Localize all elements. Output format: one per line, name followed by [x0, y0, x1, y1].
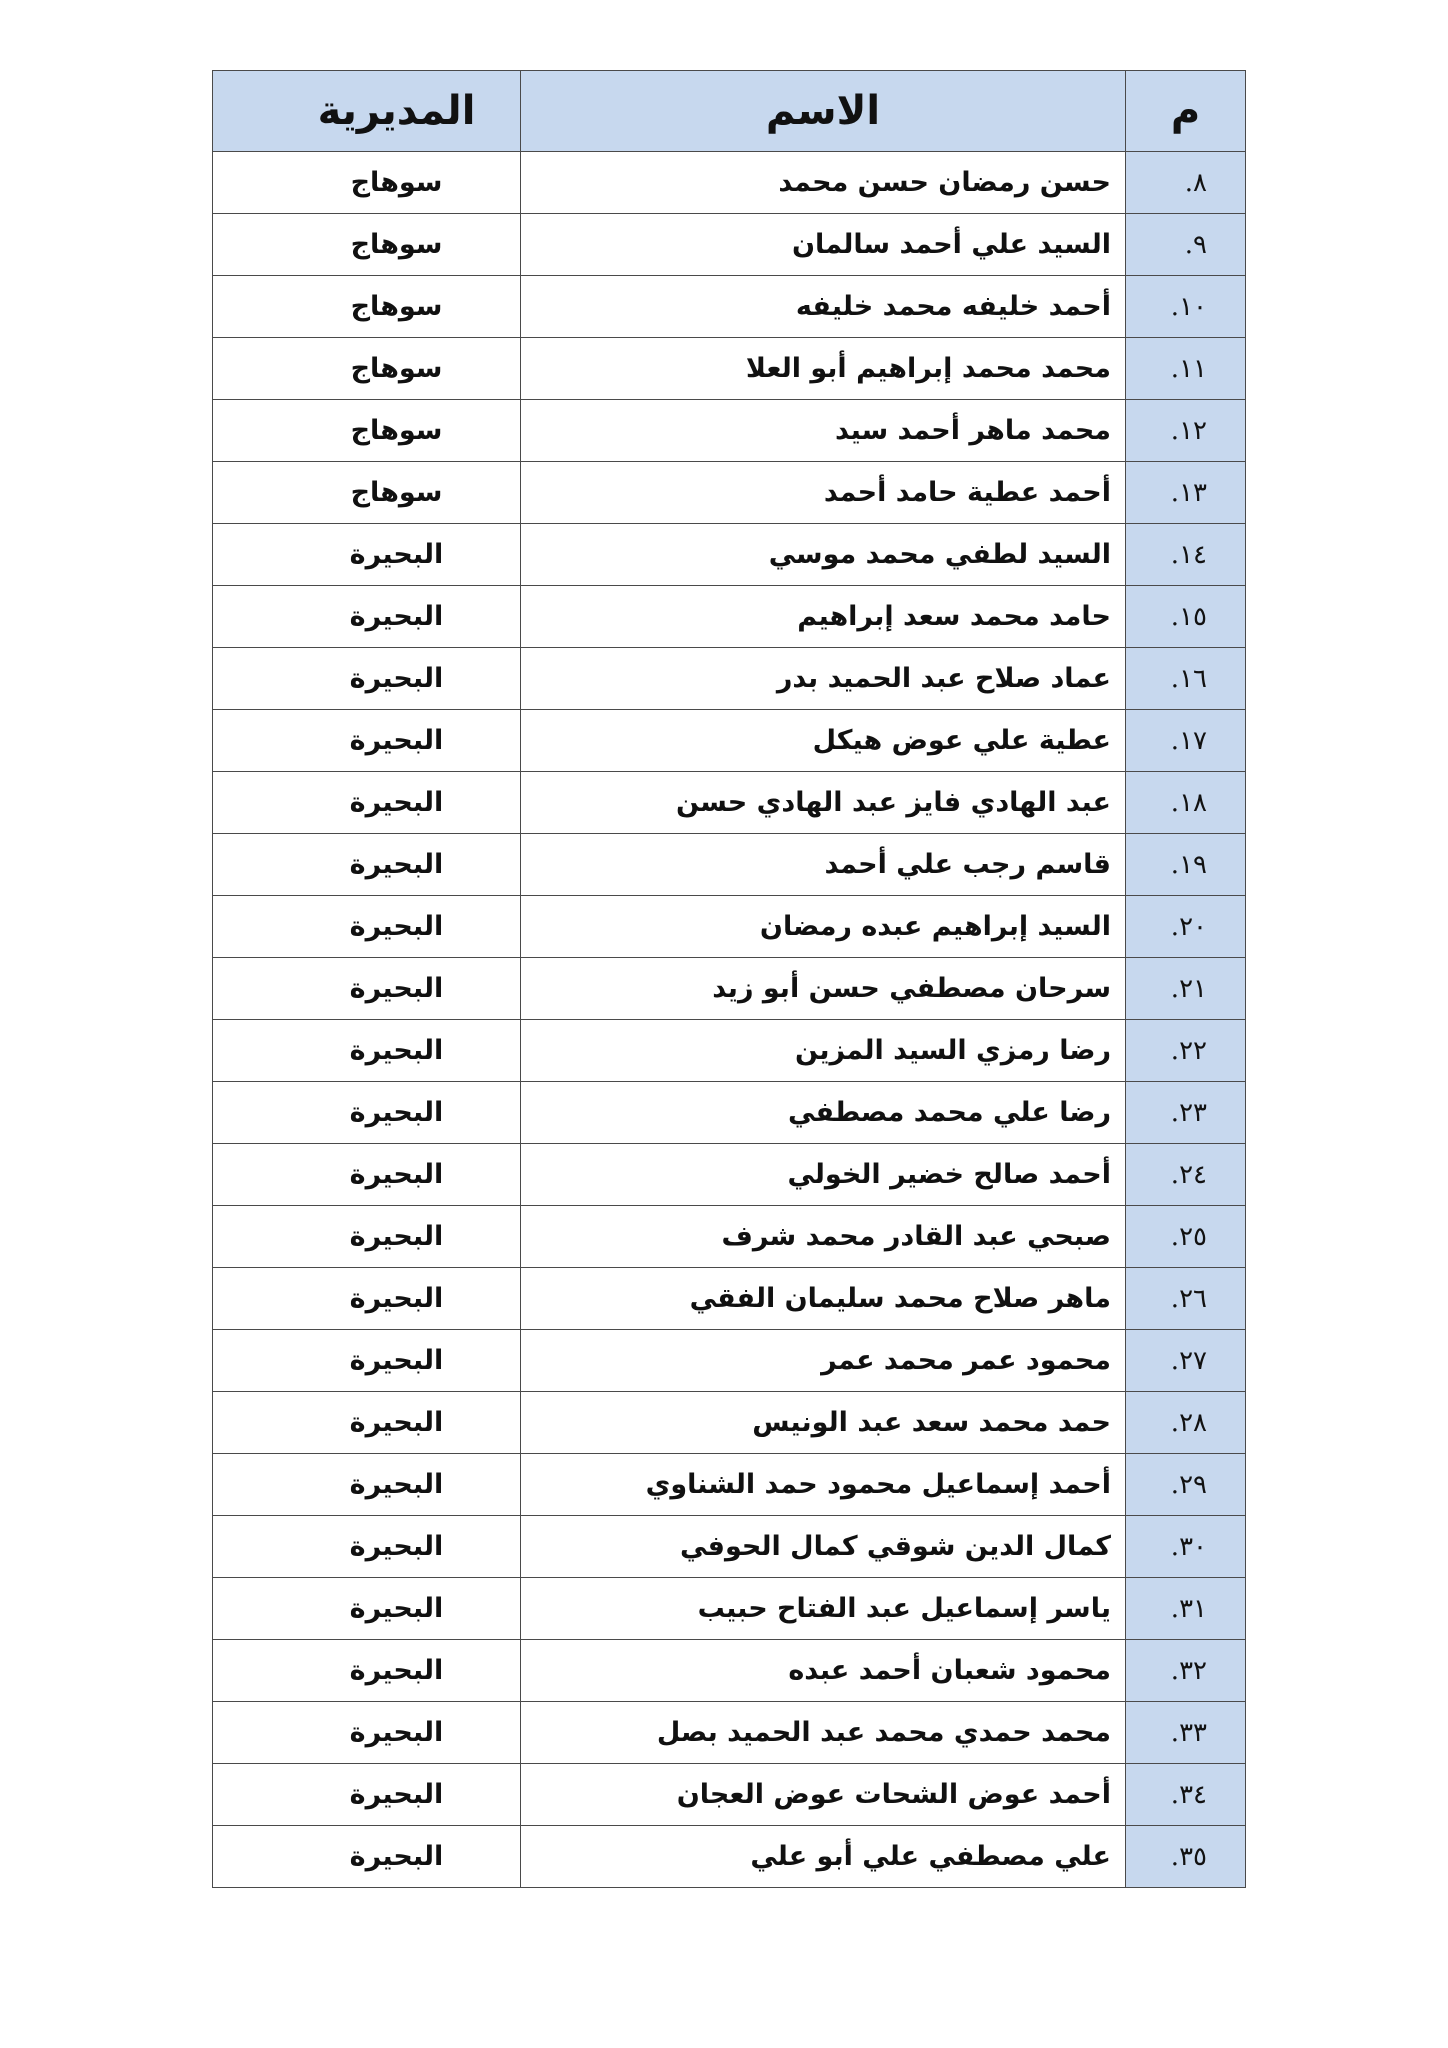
- row-directorate: البحيرة: [213, 1702, 521, 1764]
- row-name: أحمد إسماعيل محمود حمد الشناوي: [521, 1454, 1126, 1516]
- row-number: ٣٠.: [1126, 1516, 1246, 1578]
- row-name: محمود عمر محمد عمر: [521, 1330, 1126, 1392]
- table-row: [213, 896, 1246, 958]
- table-row: [213, 1268, 1246, 1330]
- row-name: عماد صلاح عبد الحميد بدر: [521, 648, 1126, 710]
- row-directorate: البحيرة: [213, 710, 521, 772]
- row-number: ٢٥.: [1126, 1206, 1246, 1268]
- row-directorate: البحيرة: [213, 1392, 521, 1454]
- row-number: ٢١.: [1126, 958, 1246, 1020]
- table-row: [213, 1578, 1246, 1640]
- table-row: [213, 1640, 1246, 1702]
- row-number: ٣٣.: [1126, 1702, 1246, 1764]
- header-directorate: المديرية: [213, 71, 521, 152]
- table-row: [213, 276, 1246, 338]
- row-number: ٢٩.: [1126, 1454, 1246, 1516]
- row-directorate: البحيرة: [213, 1330, 521, 1392]
- table-row: [213, 1330, 1246, 1392]
- table-row: [213, 1206, 1246, 1268]
- table-row: [213, 710, 1246, 772]
- row-number: ١٢.: [1126, 400, 1246, 462]
- row-name: حامد محمد سعد إبراهيم: [521, 586, 1126, 648]
- row-number: ٣٢.: [1126, 1640, 1246, 1702]
- row-name: أحمد خليفه محمد خليفه: [521, 276, 1126, 338]
- row-name: سرحان مصطفي حسن أبو زيد: [521, 958, 1126, 1020]
- table-row: [213, 152, 1246, 214]
- row-directorate: سوهاج: [213, 152, 521, 214]
- row-name: عبد الهادي فايز عبد الهادي حسن: [521, 772, 1126, 834]
- row-name: قاسم رجب علي أحمد: [521, 834, 1126, 896]
- table-row: [213, 338, 1246, 400]
- row-name: علي مصطفي علي أبو علي: [521, 1826, 1126, 1888]
- table-row: [213, 1702, 1246, 1764]
- row-directorate: البحيرة: [213, 896, 521, 958]
- row-name: رضا رمزي السيد المزين: [521, 1020, 1126, 1082]
- row-number: ٢٣.: [1126, 1082, 1246, 1144]
- row-number: ١٠.: [1126, 276, 1246, 338]
- table-row: [213, 1826, 1246, 1888]
- row-name: أحمد صالح خضير الخولي: [521, 1144, 1126, 1206]
- row-directorate: سوهاج: [213, 338, 521, 400]
- table-header: [213, 71, 1246, 152]
- names-table: [212, 70, 1246, 1888]
- table-row: [213, 834, 1246, 896]
- header-row: [213, 71, 1246, 152]
- row-number: ٢٠.: [1126, 896, 1246, 958]
- row-directorate: البحيرة: [213, 1640, 521, 1702]
- row-number: ٨.: [1126, 152, 1246, 214]
- row-directorate: سوهاج: [213, 214, 521, 276]
- row-name: رضا علي محمد مصطفي: [521, 1082, 1126, 1144]
- row-name: حمد محمد سعد عبد الونيس: [521, 1392, 1126, 1454]
- row-name: أحمد عطية حامد أحمد: [521, 462, 1126, 524]
- header-number: م: [1126, 71, 1246, 152]
- row-number: ١٥.: [1126, 586, 1246, 648]
- row-number: ١٣.: [1126, 462, 1246, 524]
- table-row: [213, 1082, 1246, 1144]
- row-directorate: البحيرة: [213, 1826, 521, 1888]
- table-row: [213, 648, 1246, 710]
- table-row: [213, 1392, 1246, 1454]
- row-directorate: البحيرة: [213, 1144, 521, 1206]
- row-number: ٢٦.: [1126, 1268, 1246, 1330]
- row-directorate: البحيرة: [213, 524, 521, 586]
- row-number: ١١.: [1126, 338, 1246, 400]
- row-number: ١٤.: [1126, 524, 1246, 586]
- row-directorate: البحيرة: [213, 1764, 521, 1826]
- row-name: ماهر صلاح محمد سليمان الفقي: [521, 1268, 1126, 1330]
- row-number: ١٩.: [1126, 834, 1246, 896]
- row-name: صبحي عبد القادر محمد شرف: [521, 1206, 1126, 1268]
- table-row: [213, 214, 1246, 276]
- row-directorate: البحيرة: [213, 586, 521, 648]
- header-name: الاسم: [521, 71, 1126, 152]
- row-number: ٩.: [1126, 214, 1246, 276]
- table-row: [213, 1454, 1246, 1516]
- row-name: كمال الدين شوقي كمال الحوفي: [521, 1516, 1126, 1578]
- table-row: [213, 586, 1246, 648]
- row-directorate: البحيرة: [213, 1454, 521, 1516]
- row-number: ٣٤.: [1126, 1764, 1246, 1826]
- row-name: السيد إبراهيم عبده رمضان: [521, 896, 1126, 958]
- row-number: ٢٧.: [1126, 1330, 1246, 1392]
- table-row: [213, 1020, 1246, 1082]
- row-number: ١٦.: [1126, 648, 1246, 710]
- row-number: ٣٥.: [1126, 1826, 1246, 1888]
- row-directorate: البحيرة: [213, 834, 521, 896]
- table-row: [213, 1144, 1246, 1206]
- row-directorate: البحيرة: [213, 1516, 521, 1578]
- row-name: محمد حمدي محمد عبد الحميد بصل: [521, 1702, 1126, 1764]
- row-directorate: سوهاج: [213, 400, 521, 462]
- table-row: [213, 462, 1246, 524]
- row-name: حسن رمضان حسن محمد: [521, 152, 1126, 214]
- row-directorate: البحيرة: [213, 1268, 521, 1330]
- row-name: السيد لطفي محمد موسي: [521, 524, 1126, 586]
- row-name: السيد علي أحمد سالمان: [521, 214, 1126, 276]
- table-row: [213, 1516, 1246, 1578]
- row-name: أحمد عوض الشحات عوض العجان: [521, 1764, 1126, 1826]
- table-row: [213, 400, 1246, 462]
- row-number: ٢٢.: [1126, 1020, 1246, 1082]
- row-number: ٣١.: [1126, 1578, 1246, 1640]
- row-directorate: البحيرة: [213, 772, 521, 834]
- row-name: عطية علي عوض هيكل: [521, 710, 1126, 772]
- table-row: [213, 958, 1246, 1020]
- row-name: محمد محمد إبراهيم أبو العلا: [521, 338, 1126, 400]
- row-directorate: البحيرة: [213, 1082, 521, 1144]
- row-name: محمود شعبان أحمد عبده: [521, 1640, 1126, 1702]
- row-directorate: البحيرة: [213, 958, 521, 1020]
- row-directorate: البحيرة: [213, 1578, 521, 1640]
- row-directorate: سوهاج: [213, 276, 521, 338]
- table-row: [213, 524, 1246, 586]
- row-number: ١٧.: [1126, 710, 1246, 772]
- row-directorate: البحيرة: [213, 648, 521, 710]
- row-directorate: سوهاج: [213, 462, 521, 524]
- row-directorate: البحيرة: [213, 1020, 521, 1082]
- row-name: محمد ماهر أحمد سيد: [521, 400, 1126, 462]
- table-body: [213, 152, 1246, 1888]
- table-row: [213, 772, 1246, 834]
- row-number: ٢٤.: [1126, 1144, 1246, 1206]
- row-directorate: البحيرة: [213, 1206, 521, 1268]
- table-row: [213, 1764, 1246, 1826]
- row-number: ٢٨.: [1126, 1392, 1246, 1454]
- row-name: ياسر إسماعيل عبد الفتاح حبيب: [521, 1578, 1126, 1640]
- row-number: ١٨.: [1126, 772, 1246, 834]
